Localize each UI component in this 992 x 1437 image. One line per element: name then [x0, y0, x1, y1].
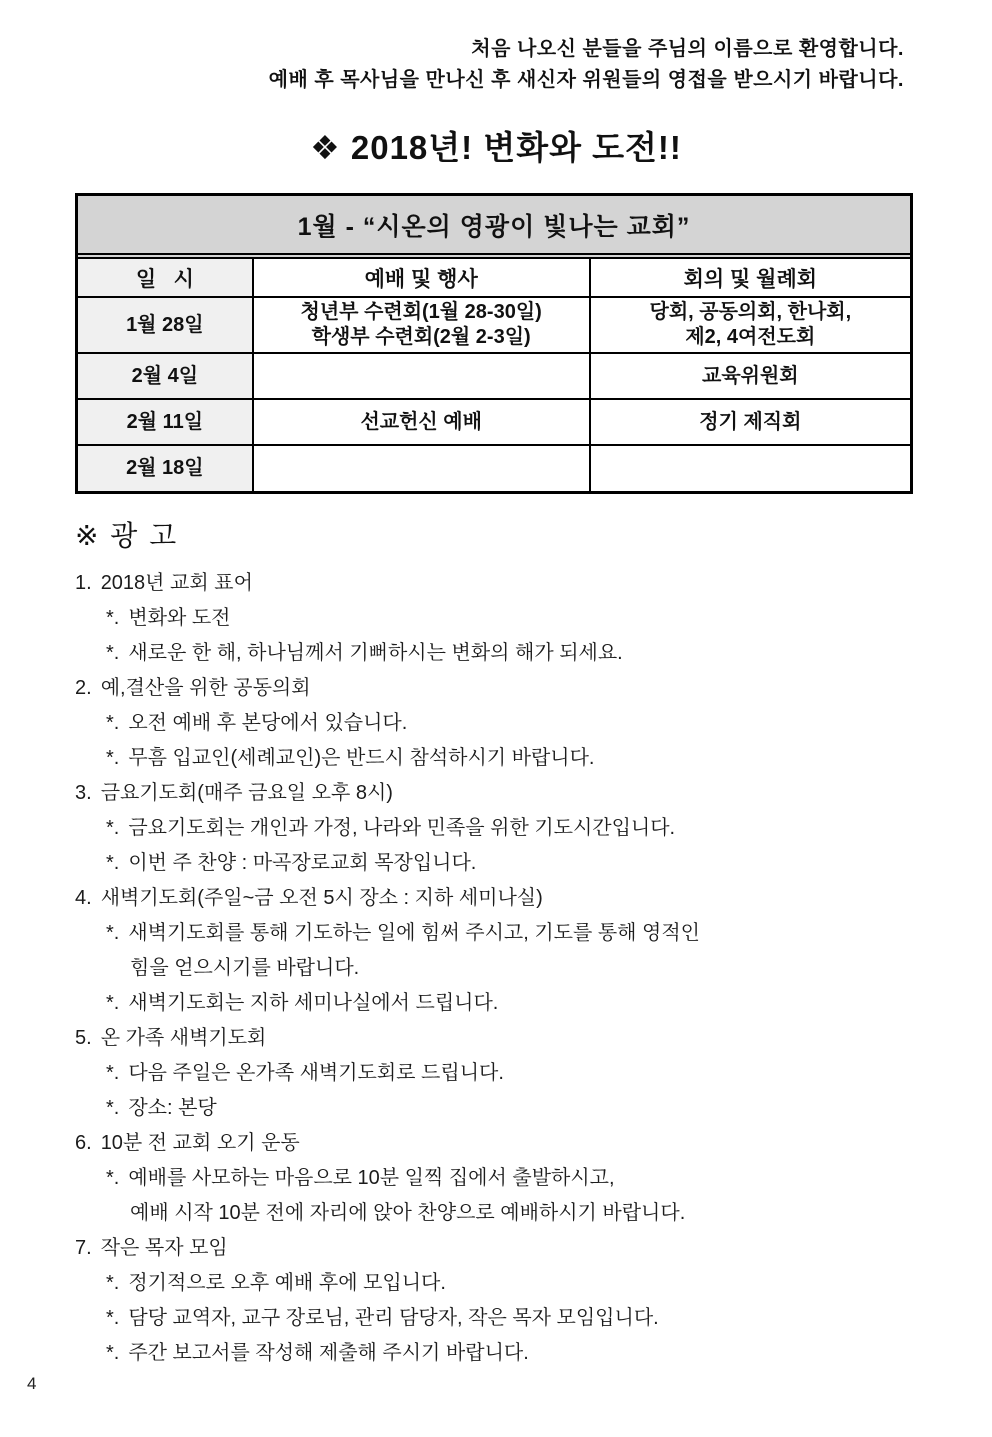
event-line: 학생부 수련회(2월 2-3일) [311, 326, 531, 348]
sub-marker: *. [106, 1342, 120, 1364]
announcement-sub [75, 846, 992, 881]
cell-meetings [590, 297, 910, 353]
sub-text: 장소: 본당 [128, 1097, 217, 1119]
sub-marker: *. [106, 1167, 120, 1189]
sub-marker: *. [106, 712, 120, 734]
item-title: 온 가족 새벽기도회 [100, 1027, 267, 1049]
welcome-block [0, 34, 992, 96]
sub-text: 주간 보고서를 작성해 제출해 주시기 바랍니다. [128, 1342, 529, 1364]
announcement-sub [75, 601, 992, 636]
schedule-row [78, 445, 910, 491]
sub-text: 새벽기도회를 통해 기도하는 일에 힘써 주시고, 기도를 통해 영적인 [128, 922, 700, 944]
announcement-item [75, 1021, 992, 1056]
sub-marker: *. [106, 1097, 120, 1119]
announcement-item [75, 881, 992, 916]
cell-date [78, 353, 253, 399]
schedule-table-title: 1월 - “시온의 영광이 빛나는 교회” [78, 196, 910, 259]
announcement-item [75, 1126, 992, 1161]
announcement-sub [75, 741, 992, 776]
page-title: ❖ 2018년! 변화와 도전!! [310, 129, 682, 166]
item-title: 작은 목자 모임 [100, 1237, 228, 1259]
date-text: 2월 18일 [126, 457, 204, 479]
cell-meetings [590, 353, 910, 399]
schedule-row [78, 353, 910, 399]
announcement-list [75, 566, 992, 1371]
sub-text: 이번 주 찬양 : 마곡장로교회 목장입니다. [128, 852, 477, 874]
sub-marker: *. [106, 817, 120, 839]
item-title: 금요기도회(매주 금요일 오후 8시) [100, 782, 393, 804]
announcement-sub [75, 916, 992, 951]
event-line: 청년부 수련회(1월 28-30일) [300, 301, 542, 323]
event-line: 선교헌신 예배 [360, 410, 482, 433]
meeting-line: 교육위원회 [702, 364, 799, 387]
col-header-worship-events: 예배 및 행사 [253, 259, 590, 297]
meeting-line: 당회, 공동의회, 한나회, [649, 301, 852, 323]
item-title: 예,결산을 위한 공동의회 [100, 677, 311, 699]
announcement-sub-continued [75, 1196, 992, 1231]
schedule-body [78, 297, 910, 491]
item-number: 3. [75, 782, 92, 804]
item-number: 5. [75, 1027, 92, 1049]
sub-text: 예배를 사모하는 마음으로 10분 일찍 집에서 출발하시고, [128, 1167, 615, 1189]
item-title: 2018년 교회 표어 [100, 572, 253, 594]
item-number: 4. [75, 887, 92, 909]
col-header-datetime: 일 시 [78, 259, 253, 297]
announcement-item [75, 1231, 992, 1266]
sub-marker: *. [106, 922, 120, 944]
sub-text: 다음 주일은 온가족 새벽기도회로 드립니다. [128, 1062, 504, 1084]
sub-marker: *. [106, 747, 120, 769]
cell-events [253, 353, 590, 399]
schedule-row [78, 297, 910, 353]
sub-text: 변화와 도전 [128, 607, 231, 629]
sub-marker: *. [106, 1272, 120, 1294]
announcement-sub [75, 706, 992, 741]
sub-text: 금요기도회는 개인과 가정, 나라와 민족을 위한 기도시간입니다. [128, 817, 676, 839]
bulletin-page [0, 34, 992, 1437]
date-text: 2월 11일 [126, 410, 204, 433]
sub-marker: *. [106, 852, 120, 874]
col-header-meetings: 회의 및 월례회 [590, 259, 910, 297]
cell-events [253, 445, 590, 491]
sub-text: 오전 예배 후 본당에서 있습니다. [128, 712, 408, 734]
announcement-item [75, 671, 992, 706]
cell-events [253, 399, 590, 445]
item-title: 10분 전 교회 오기 운동 [100, 1132, 300, 1154]
sub-text: 정기적으로 오후 예배 후에 모입니다. [128, 1272, 446, 1294]
item-number: 6. [75, 1132, 92, 1154]
cell-date [78, 297, 253, 353]
cell-events [253, 297, 590, 353]
sub-marker: *. [106, 1062, 120, 1084]
schedule-row [78, 399, 910, 445]
cell-date [78, 399, 253, 445]
announcement-sub [75, 636, 992, 671]
sub-text: 새벽기도회는 지하 세미나실에서 드립니다. [128, 992, 499, 1014]
announcement-sub [75, 986, 992, 1021]
meeting-line: 정기 제직회 [699, 410, 802, 433]
item-number: 1. [75, 572, 92, 594]
announcement-item [75, 566, 992, 601]
announcement-sub [75, 1266, 992, 1301]
announcement-sub [75, 1301, 992, 1336]
announcement-sub [75, 1056, 992, 1091]
sub-marker: *. [106, 607, 120, 629]
date-text: 1월 28일 [126, 313, 204, 336]
cell-date [78, 445, 253, 491]
schedule-header-row [78, 259, 910, 297]
sub-text: 새로운 한 해, 하나님께서 기뻐하시는 변화의 해가 되세요. [128, 642, 623, 664]
sub-text: 담당 교역자, 교구 장로님, 관리 담당자, 작은 목자 모임입니다. [128, 1307, 659, 1329]
sub-marker: *. [106, 642, 120, 664]
sub-text: 힘을 얻으시기를 바랍니다. [130, 957, 360, 979]
item-number: 7. [75, 1237, 92, 1259]
cell-meetings [590, 399, 910, 445]
item-title: 새벽기도회(주일~금 오전 5시 장소 : 지하 세미나실) [100, 887, 543, 909]
meeting-line: 제2, 4여전도회 [685, 326, 816, 348]
cell-meetings [590, 445, 910, 491]
date-text: 2월 4일 [131, 364, 199, 387]
announcements-heading: ※ 광 고 [75, 520, 179, 551]
announcement-sub [75, 811, 992, 846]
item-number: 2. [75, 677, 92, 699]
announcement-sub [75, 1161, 992, 1196]
welcome-line-2: 예배 후 목사님을 만나신 후 새신자 위원들의 영접을 받으시기 바랍니다. [268, 69, 904, 91]
welcome-line-1: 처음 나오신 분들을 주님의 이름으로 환영합니다. [471, 38, 904, 60]
sub-marker: *. [106, 1307, 120, 1329]
announcement-item [75, 776, 992, 811]
schedule-table [75, 193, 913, 494]
announcement-sub-continued [75, 951, 992, 986]
sub-text: 무흠 입교인(세례교인)은 반드시 참석하시기 바랍니다. [128, 747, 595, 769]
sub-marker: *. [106, 992, 120, 1014]
announcement-sub [75, 1091, 992, 1126]
page-number: 4 [27, 1374, 37, 1393]
announcement-sub [75, 1336, 992, 1371]
sub-text: 예배 시작 10분 전에 자리에 앉아 찬양으로 예배하시기 바랍니다. [130, 1202, 686, 1224]
